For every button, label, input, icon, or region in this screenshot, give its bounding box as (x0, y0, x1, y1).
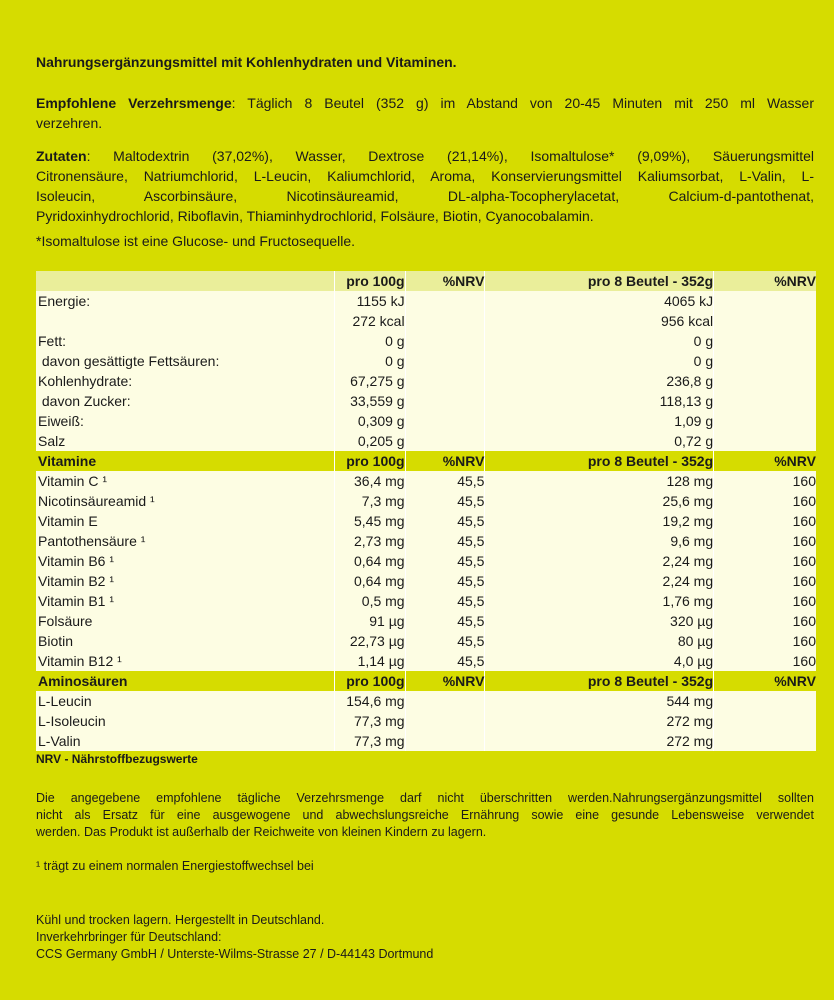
warning-line3: werden. Das Produkt ist außerhalb der Reichweite von kleinen Kindern zu lagern. (36, 825, 487, 839)
footnote-energy: ¹ trägt zu einem normalen Energiestoffwechsel bei (36, 859, 314, 873)
nrv100-value: 45,5 (405, 551, 485, 571)
nrv100-value (405, 431, 485, 451)
ingredients-line3: Isoleucin, Ascorbinsäure, Nicotinsäureamid, DL-alpha-Tocopherylacetat, Calcium-d-pantothenat, (36, 188, 814, 204)
per-serving-value: 80 µg (485, 631, 714, 651)
nutrient-name: Vitamine (36, 451, 334, 471)
per100-value: 0,64 mg (334, 571, 405, 591)
storage-info (36, 912, 814, 963)
nrv100-value (405, 711, 485, 731)
header-nrv-serving: %NRV (714, 271, 816, 291)
nrv-serving-value (714, 311, 816, 331)
nrv-serving-value: 160 (714, 571, 816, 591)
per-serving-value: pro 8 Beutel - 352g (485, 671, 714, 691)
nutrient-name: Salz (36, 431, 334, 451)
nrv-serving-value (714, 331, 816, 351)
per100-value: pro 100g (334, 451, 405, 471)
nutrient-name (36, 311, 334, 331)
per-serving-value: 128 mg (485, 471, 714, 491)
per-serving-value: 956 kcal (485, 311, 714, 331)
per-serving-value: 272 mg (485, 711, 714, 731)
vitamin-row (36, 511, 816, 531)
per-serving-value: 0,72 g (485, 431, 714, 451)
per100-value: 0,5 mg (334, 591, 405, 611)
ingredients-line1: : Maltodextrin (37,02%), Wasser, Dextrose (21,14%), Isomaltulose* (9,09%), Säuerungsmittel (86, 148, 814, 164)
nutrient-name: L-Isoleucin (36, 711, 334, 731)
per-serving-value: 544 mg (485, 691, 714, 711)
dosage-paragraph (36, 93, 814, 133)
per100-value: 91 µg (334, 611, 405, 631)
per-serving-value: 4065 kJ (485, 291, 714, 311)
nrv-serving-value: 160 (714, 631, 816, 651)
nutrient-name: Nicotinsäureamid ¹ (36, 491, 334, 511)
nutrient-name: Pantothensäure ¹ (36, 531, 334, 551)
vitamin-row (36, 611, 816, 631)
nrv100-value: 45,5 (405, 631, 485, 651)
nrv-serving-value (714, 431, 816, 451)
nrv-serving-value: 160 (714, 611, 816, 631)
per100-value: 0,64 mg (334, 551, 405, 571)
per-serving-value: 2,24 mg (485, 551, 714, 571)
vitamin-row (36, 531, 816, 551)
per100-value: 77,3 mg (334, 731, 405, 751)
nrv100-value: 45,5 (405, 511, 485, 531)
nrv100-value (405, 411, 485, 431)
warning-text (36, 790, 814, 841)
vitamin-row (36, 591, 816, 611)
vitamin-row (36, 551, 816, 571)
nutrient-name: L-Valin (36, 731, 334, 751)
storage-line3: CCS Germany GmbH / Unterste-Wilms-Strasse 27 / D-44143 Dortmund (36, 947, 434, 961)
product-title: Nahrungsergänzungsmittel mit Kohlenhydraten und Vitaminen. (36, 54, 457, 70)
nrv100-value: %NRV (405, 451, 485, 471)
header-nutrient (36, 271, 334, 291)
nrv100-value: 45,5 (405, 471, 485, 491)
nutrient-name: Aminosäuren (36, 671, 334, 691)
nrv100-value: 45,5 (405, 571, 485, 591)
nutrient-row (36, 351, 816, 371)
amino-header-row (36, 671, 816, 691)
nrv-serving-value: %NRV (714, 451, 816, 471)
vitamins-header-row (36, 451, 816, 471)
amino-row (36, 731, 816, 751)
nutrient-name: Vitamin B12 ¹ (36, 651, 334, 671)
nrv100-value (405, 351, 485, 371)
nutrient-name: Eiweiß: (36, 411, 334, 431)
per100-value: 0,205 g (334, 431, 405, 451)
per100-value: 36,4 mg (334, 471, 405, 491)
nutrient-name: Folsäure (36, 611, 334, 631)
nutrient-name: Vitamin E (36, 511, 334, 531)
nrv-serving-value (714, 371, 816, 391)
nutrient-name: davon gesättigte Fettsäuren: (36, 351, 334, 371)
nrv100-value (405, 691, 485, 711)
nrv-serving-value: 160 (714, 491, 816, 511)
nutrient-row (36, 371, 816, 391)
nrv-serving-value (714, 411, 816, 431)
storage-line1: Kühl und trocken lagern. Hergestellt in Deutschland. (36, 913, 325, 927)
nutrient-name: Fett: (36, 331, 334, 351)
per-serving-value: 9,6 mg (485, 531, 714, 551)
nrv100-value (405, 371, 485, 391)
isomaltulose-note: *Isomaltulose ist eine Glucose- und Fructosequelle. (36, 233, 356, 249)
ingredients-paragraph (36, 146, 814, 226)
per100-value: 1155 kJ (334, 291, 405, 311)
nrv100-value: 45,5 (405, 611, 485, 631)
nrv100-value (405, 291, 485, 311)
nrv-serving-value: %NRV (714, 671, 816, 691)
per100-value: 22,73 µg (334, 631, 405, 651)
storage-line2: Inverkehrbringer für Deutschland: (36, 930, 222, 944)
nutrient-name: davon Zucker: (36, 391, 334, 411)
nrv100-value: 45,5 (405, 531, 485, 551)
header-per100: pro 100g (334, 271, 405, 291)
per100-value: 2,73 mg (334, 531, 405, 551)
per-serving-value: 4,0 µg (485, 651, 714, 671)
per100-value: 1,14 µg (334, 651, 405, 671)
vitamin-row (36, 491, 816, 511)
per-serving-value: 2,24 mg (485, 571, 714, 591)
nrv-serving-value (714, 351, 816, 371)
per-serving-value: 1,76 mg (485, 591, 714, 611)
per100-value: 7,3 mg (334, 491, 405, 511)
nutrient-name: Vitamin B6 ¹ (36, 551, 334, 571)
nrv-serving-value: 160 (714, 471, 816, 491)
per100-value: 67,275 g (334, 371, 405, 391)
nrv-serving-value (714, 731, 816, 751)
per-serving-value: 19,2 mg (485, 511, 714, 531)
per-serving-value: 236,8 g (485, 371, 714, 391)
vitamin-row (36, 651, 816, 671)
vitamin-row (36, 471, 816, 491)
nrv-serving-value (714, 391, 816, 411)
nutrition-table-body (36, 271, 816, 751)
per-serving-value: 25,6 mg (485, 491, 714, 511)
nutrient-name: Kohlenhydrate: (36, 371, 334, 391)
nrv-serving-value (714, 711, 816, 731)
nutrient-row (36, 311, 816, 331)
per100-value: 272 kcal (334, 311, 405, 331)
dosage-text-line2: verzehren. (36, 115, 103, 131)
per-serving-value: 0 g (485, 351, 714, 371)
per-serving-value: 118,13 g (485, 391, 714, 411)
dosage-text-line1: : Täglich 8 Beutel (352 g) im Abstand von 20-45 Minuten mit 250 ml Wasser (231, 95, 814, 111)
per-serving-value: 272 mg (485, 731, 714, 751)
nrv-serving-value: 160 (714, 551, 816, 571)
table-header-row (36, 271, 816, 291)
vitamin-row (36, 571, 816, 591)
per100-value: 0 g (334, 351, 405, 371)
nrv100-value (405, 331, 485, 351)
nrv-serving-value (714, 691, 816, 711)
per100-value: 77,3 mg (334, 711, 405, 731)
nutrient-name: Vitamin B1 ¹ (36, 591, 334, 611)
nrv-serving-value: 160 (714, 531, 816, 551)
nrv100-value: %NRV (405, 671, 485, 691)
nrv100-value (405, 731, 485, 751)
header-per-serving: pro 8 Beutel - 352g (485, 271, 714, 291)
ingredients-line4: Pyridoxinhydrochlorid, Riboflavin, Thiaminhydrochlorid, Folsäure, Biotin, Cyanocobalamin. (36, 208, 594, 224)
nutrient-row (36, 431, 816, 451)
nrv100-value: 45,5 (405, 651, 485, 671)
per100-value: pro 100g (334, 671, 405, 691)
nutrient-name: Vitamin C ¹ (36, 471, 334, 491)
per-serving-value: 320 µg (485, 611, 714, 631)
per100-value: 154,6 mg (334, 691, 405, 711)
nrv-serving-value: 160 (714, 651, 816, 671)
nrv100-value: 45,5 (405, 591, 485, 611)
nutrient-name: Energie: (36, 291, 334, 311)
nutrition-table (36, 271, 816, 751)
vitamin-row (36, 631, 816, 651)
amino-row (36, 691, 816, 711)
nrv100-value (405, 391, 485, 411)
warning-line1: Die angegebene empfohlene tägliche Verzehrsmenge darf nicht überschritten werden.Nahrungsergänzungsmittel sollten (36, 791, 814, 805)
nutrient-row (36, 411, 816, 431)
nutrient-name: Biotin (36, 631, 334, 651)
ingredients-line2: Citronensäure, Natriumchlorid, L-Leucin, Kaliumchlorid, Aroma, Konservierungsmittel Kaliumsorbat, L-Valin, L- (36, 168, 814, 184)
nrv-serving-value: 160 (714, 591, 816, 611)
per100-value: 0,309 g (334, 411, 405, 431)
per100-value: 33,559 g (334, 391, 405, 411)
nutrient-row (36, 391, 816, 411)
per100-value: 0 g (334, 331, 405, 351)
per100-value: 5,45 mg (334, 511, 405, 531)
nrv-serving-value: 160 (714, 511, 816, 531)
nutrient-row (36, 331, 816, 351)
nrv-serving-value (714, 291, 816, 311)
warning-line2: nicht als Ersatz für eine ausgewogene und abwechslungsreiche Ernährung sowie eine gesunde Lebensweise verwendet (36, 808, 814, 822)
nutrient-name: L-Leucin (36, 691, 334, 711)
nutrient-name: Vitamin B2 ¹ (36, 571, 334, 591)
per-serving-value: 0 g (485, 331, 714, 351)
nrv100-value: 45,5 (405, 491, 485, 511)
ingredients-label: Zutaten (36, 148, 87, 164)
nrv100-value (405, 311, 485, 331)
per-serving-value: 1,09 g (485, 411, 714, 431)
dosage-label: Empfohlene Verzehrsmenge (36, 95, 232, 111)
nutrient-row (36, 291, 816, 311)
nrv-legend: NRV - Nährstoffbezugswerte (36, 752, 198, 766)
header-nrv100: %NRV (405, 271, 485, 291)
per-serving-value: pro 8 Beutel - 352g (485, 451, 714, 471)
amino-row (36, 711, 816, 731)
